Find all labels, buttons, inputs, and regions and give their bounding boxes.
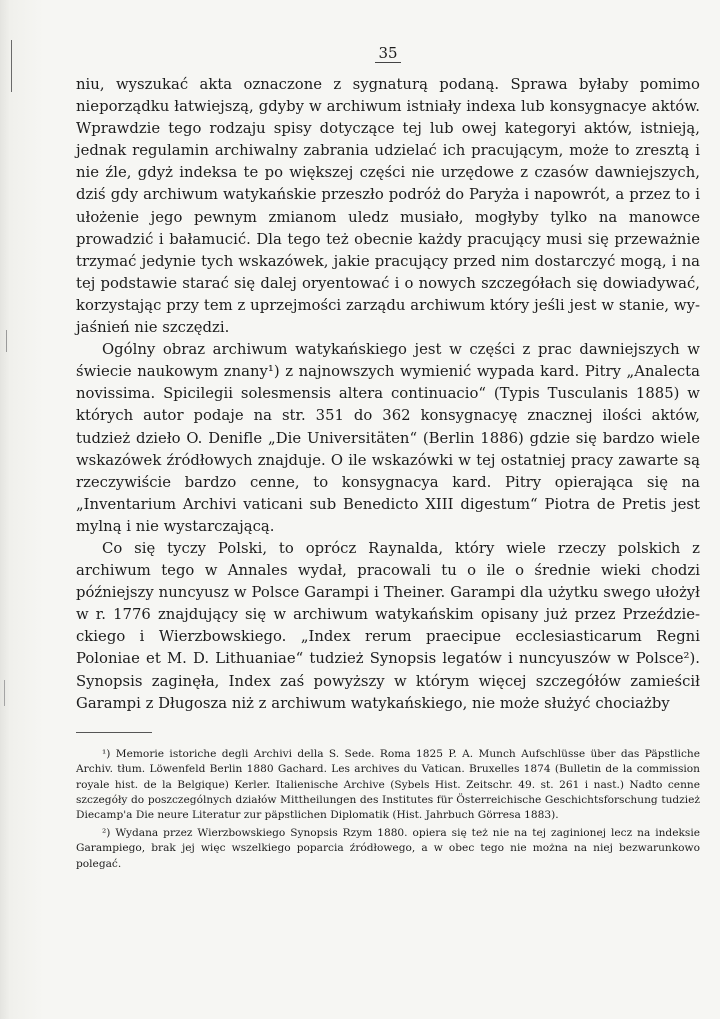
page-number: [76, 40, 700, 66]
scan-edge-shading: [0, 0, 44, 1019]
paragraph: Co się tyczy Polski, to oprócz Raynalda, który wiele rzeczy polskich z archiwum tego w Annales wydał, pracowali tu o ile o średnie wieki chodzi późniejszy nuncyusz w Polsce Garampi i Theiner. Garampi dla użytku swego ułożył w r. 1776 znajdujący się w archiwum watykańskim opisany już przez Przeździeckiego i Wierzbowskiego. „Index rerum praecipue ecclesiasticarum Regni Poloniae et M. D. Lithuaniae“ tudzież Synopsis legatów i nuncyuszów w Polsce²). Synopsis zaginęła, Index zaś powyższy w którym więcej szczegółów zamieścił Garampi z Długosza niż z archiwum watykańskiego, nie może służyć chociażby: [76, 539, 700, 712]
margin-mark: [4, 680, 5, 706]
footnote-separator: [76, 732, 152, 733]
paragraph: niu, wyszukać akta oznaczone z sygnaturą podaną. Sprawa byłaby pomimo nieporządku łatwiejszą, gdyby w archiwum istniały indexa lub konsygnacye aktów. Wprawdzie tego rodzaju spisy dotyczące tej lub owej kategoryi aktów, istnieją, jednak regulamin archiwalny zabrania udzielać ich pracującym, może to zresztą i nie źle, gdyż indeksa te po większej części nie urzędowe z czasów dawniejszych, dziś gdy archiwum watykańskie przeszło podróż do Paryża i napowrót, a przez to i ułożenie jego pewnym zmianom uledz musiało, mogłyby tylko na manowce prowadzić i bałamucić. Dla tego też obecnie każdy pracujący musi się przeważnie trzymać jedynie tych wskazówek, jakie pracujący przed nim dostarczyć mogą, i na tej podstawie starać się dalej oryentować i o nowych szczegółach się dowiadywać, korzystając przy tem z uprzejmości zarządu archiwum który jeśli jest w stanie, wyjaśnień nie szczędzi.: [76, 76, 700, 337]
footnote: ¹) Memorie istoriche degli Archivi della S. Sede. Roma 1825 P. A. Munch Aufschlüsse über das Päpstliche Archiv. tłum. Löwenfeld Berlin 1880 Gachard. Les archives du Vatican. Bruxelles 1874 (Bulletin de la commission royale hist. de la Belgique) Kerler. Italienische Archive (Sybels Hist. Zeitschr. 49. st. 261 i nast.) Nadto cenne szczegóły do poszczególnych działów Mittheilungen des Institutes für Österreichische Geschichtsforschung tudzież Diecamp'a Die neure Literatur zur päpstlichen Diplomatik (Hist. Jahrbuch Görresa 1883).: [76, 747, 700, 822]
paragraph: Ogólny obraz archiwum watykańskiego jest w części z prac dawniejszych w świecie naukowym znany¹) z najnowszych wymienić wypada kard. Pitry „Analecta novissima. Spicilegii solesmensis altera continuacio“ (Typis Tusculanis 1885) w których autor podaje na str. 351 do 362 konsygnacyę znacznej ilości aktów, tudzież dzieło O. Denifle „Die Universitäten“ (Berlin 1886) gdzie się bardzo wiele wskazówek źródłowych znajduje. O ile wskazówki w tej ostatniej pracy zawarte są rzeczywiście bardzo cenne, to konsygnacya kard. Pitry opierająca się na „Inventarium Archivi vaticani sub Benedicto XIII digestum“ Piotra de Pretis jest mylną i nie wystarczającą.: [76, 341, 700, 535]
book-page: [76, 40, 700, 872]
margin-mark: [11, 40, 12, 92]
margin-mark: [6, 330, 7, 352]
footnote: ²) Wydana przez Wierzbowskiego Synopsis Rzym 1880. opiera się też nie na tej zaginionej lecz na indeksie Garampiego, brak jej więc wszelkiego poparcia źródłowego, a w obec tego nie można na niej bezwarunkowo polegać.: [76, 826, 700, 870]
body-text: [76, 74, 700, 715]
footnotes: [76, 747, 700, 872]
page-number-text: 35: [375, 44, 400, 63]
